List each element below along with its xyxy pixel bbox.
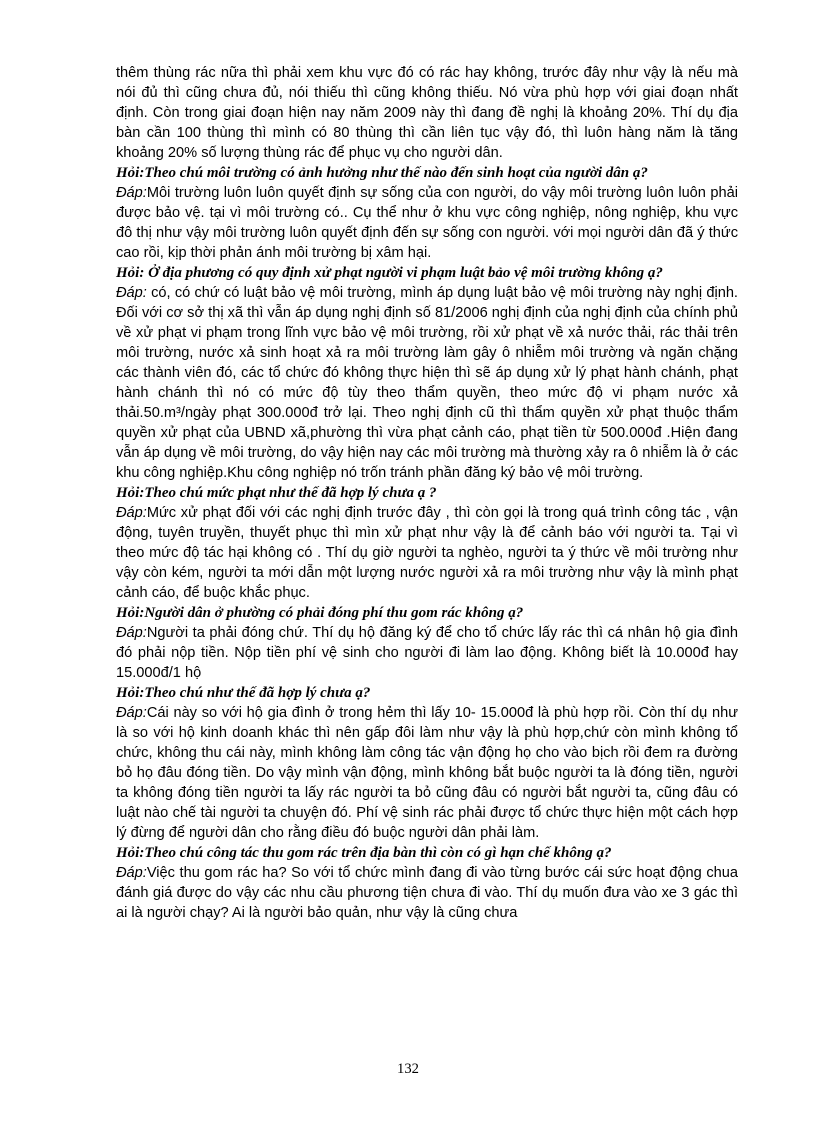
answer-text: Mức xử phạt đối với các nghị định trước đây , thì còn gọi là trong quá trình công tác , vận động, tuyên truyền, thuyết phục thì mìn xử phạt như vậy là để cảnh báo với người ta. Tại vì theo mức độ tác hại không có . Thí dụ giờ người ta nghèo, người ta ý thức về môi trường như vậy còn kém, người ta mới dẫn một lượng nước người xả ra môi trường như vậy là mình phạt cảnh cáo, để buộc khắc phục. — [116, 505, 738, 601]
answer-1 — [116, 183, 738, 263]
question-2: Hỏi: Ở địa phương có quy định xử phạt người vi phạm luật bảo vệ môi trường không ạ? — [116, 265, 663, 281]
answer-text: Môi trường luôn luôn quyết định sự sống của con người, do vậy môi trường luôn luôn phải được bảo vệ. tại vì môi trường có.. Cụ thể như ở khu vực công nghiệp, nông nghiệp, khu vực đô thị như vậy môi trường luôn quyết định đến sự sống con người. với mọi người dân đã ý thức cao rồi, kịp thời phản ánh môi trường bị xâm hại. — [116, 185, 738, 261]
answer-label: Đáp: — [116, 285, 147, 301]
answer-label: Đáp: — [116, 625, 147, 641]
intro-paragraph: thêm thùng rác nữa thì phải xem khu vực đó có rác hay không, trước đây như vậy là nếu mà nói đủ thì cũng chưa đủ, nói thiếu thì cũng không thiếu. Nó vừa phù hợp với giai đoạn nhất định. Còn trong giai đoạn hiện nay năm 2009 này thì đang đề nghị là khoảng 20%. Thí dụ địa bàn cần 100 thùng thì mình có 80 thùng thì cần liên tục vậy đó, thì luôn hàng năm là tăng khoảng 20% số lượng thùng rác để phục vụ cho người dân. — [116, 65, 738, 161]
question-6: Hỏi:Theo chú công tác thu gom rác trên địa bàn thì còn có gì hạn chế không ạ? — [116, 845, 612, 861]
question-1: Hỏi:Theo chú môi trường có ảnh hưởng như thế nào đến sinh hoạt của người dân ạ? — [116, 165, 648, 181]
answer-5 — [116, 703, 738, 843]
answer-text: Cái này so với hộ gia đình ở trong hẻm thì lấy 10- 15.000đ là phù hợp rồi. Còn thí dụ như là so với hộ kinh doanh khác thì nên gấp đôi làm như vậy là phù hợp,chứ còn mình không tổ chức, không thu cái này, mình không làm công tác vận động họ cho vào bịch rồi đem ra đường bỏ họ đâu đóng tiền. Do vậy mình vận động, mình không bắt buộc người ta là đóng tiền, người ta không đóng tiền người ta lấy rác người ta bỏ cũng đâu có người bắt người ta, cũng đâu có luật nào chế tài người ta chuyện đó. Phí vệ sinh rác phải được tổ chức thực hiện một cách hợp lý đừng để người dân cho rằng điều đó buộc người dân phải làm. — [116, 705, 738, 841]
question-5: Hỏi:Theo chú như thế đã hợp lý chưa ạ? — [116, 685, 371, 701]
question-3: Hỏi:Theo chú mức phạt như thế đã hợp lý chưa ạ ? — [116, 485, 437, 501]
answer-label: Đáp: — [116, 185, 147, 201]
question-4: Hỏi:Người dân ở phường có phải đóng phí thu gom rác không ạ? — [116, 605, 524, 621]
answer-text: Người ta phải đóng chứ. Thí dụ hộ đăng ký để cho tổ chức lấy rác thì cá nhân hộ gia đình đó phải nộp tiền. Nộp tiền phí vệ sinh cho người đi làm lao động. Không biết là 10.000đ hay 15.000đ/1 hộ — [116, 625, 738, 681]
answer-2 — [116, 283, 738, 483]
document-page — [116, 63, 738, 923]
answer-label: Đáp: — [116, 865, 147, 881]
answer-3 — [116, 503, 738, 603]
answer-text: có, có chứ có luật bảo vệ môi trường, mình áp dụng luật bảo vệ môi trường này nghị định. Đối với cơ sở thị xã thì vẫn áp dụng nghị định số 81/2006 nghị định của nghị định của chính phủ về xử phạt vi phạm trong lĩnh vực bảo vệ môi trường, rồi xử phạt về xả nước thải, rác thải trên môi trường, nước xả sinh hoạt xả ra môi trường làm gây ô nhiễm môi trường và ngăn chặng các thành viên đó, các tổ chức đó không thực hiện thì sẽ áp dụng xử lý phạt hành chánh, phạt hành chánh thì nó có mức độ tùy theo thẩm quyền, theo mức độ vi phạm nước xả thải.50.m³/ngày phạt 300.000đ trở lại. Theo nghị định cũ thì thẩm quyền xử phạt thuộc thẩm quyền xử phạt của UBND xã,phường thì vừa phạt cảnh cáo, phạt tiền từ 500.000đ .Hiện đang vẫn áp dụng về môi trường, do vậy hiện nay các môi trường mà thường xảy ra ô nhiễm là ở các khu công nghiệp.Khu công nghiệp nó trốn tránh phần đăng ký bảo vệ môi trường. — [116, 285, 738, 481]
answer-text: Việc thu gom rác ha? So với tổ chức mình đang đi vào từng bước cái sức hoạt động chua đánh giá được do vậy các nhu cầu phương tiện chưa đi vào. Thí dụ muốn đưa vào xe 3 gác thì ai là người chạy? Ai là người bảo quản, như vậy là cũng chưa — [116, 865, 738, 921]
answer-6 — [116, 863, 738, 923]
answer-label: Đáp: — [116, 505, 147, 521]
page-number: 132 — [397, 1061, 419, 1077]
answer-label: Đáp: — [116, 705, 147, 721]
answer-4 — [116, 623, 738, 683]
